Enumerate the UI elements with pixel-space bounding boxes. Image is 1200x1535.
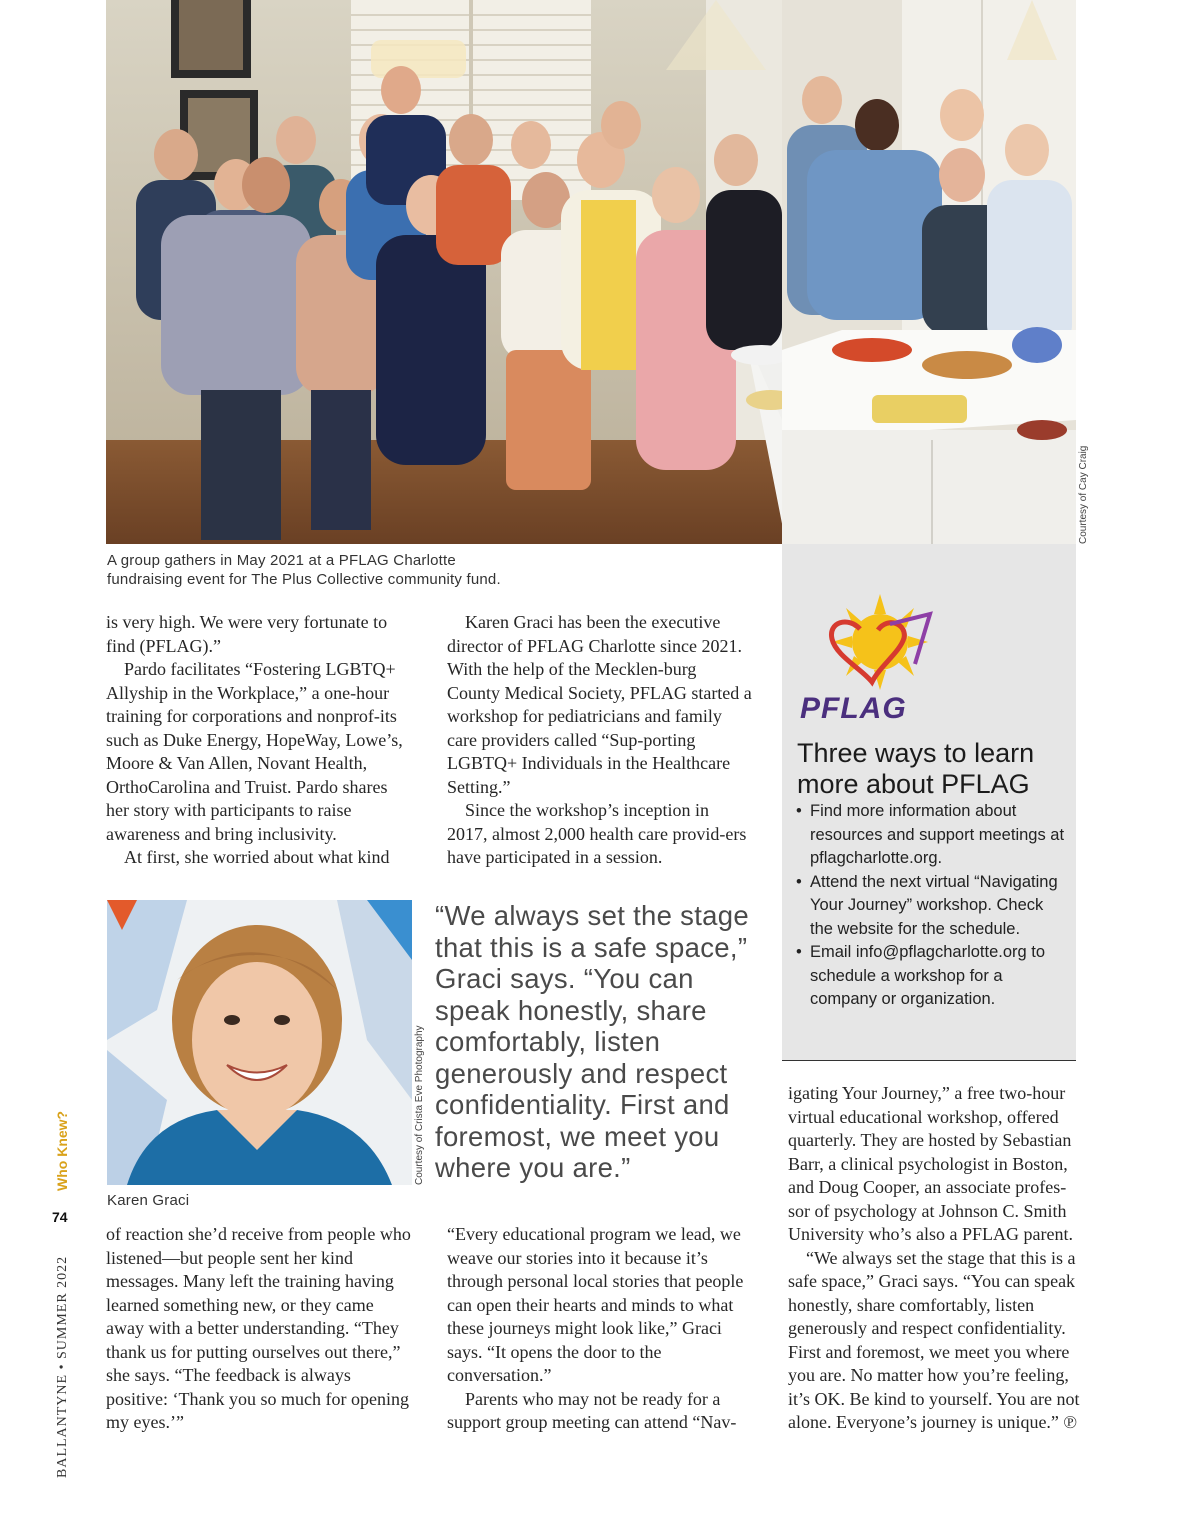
sidebar-list-item: • Attend the next virtual “Navigating Your Journey” workshop. Check the website for the schedule. (796, 871, 1068, 942)
photo-caption-line1: A group gathers in May 2021 at a PFLAG Charlotte (107, 552, 456, 569)
column-1-top (106, 611, 411, 870)
paragraph: is very high. We were very fortunate to find (PFLAG).” (106, 612, 388, 656)
column-2-bottom (447, 1223, 754, 1435)
group-photo-right-illustration (782, 0, 1076, 544)
paragraph: Parents who may not be ready for a support group meeting can attend “Nav- (447, 1388, 737, 1432)
photo-credit: Courtesy of Cay Craig (1078, 445, 1089, 544)
column-1-bottom (106, 1223, 413, 1435)
sidebar-list-item: • Find more information about resources and support meetings at pflagcharlotte.org. (796, 800, 1068, 871)
sidebar-box (782, 544, 1076, 1061)
column-3-bottom (788, 1082, 1088, 1435)
group-photo (106, 0, 782, 544)
pull-quote: “We always set the stage that this is a safe space,” Graci says. “You can speak honestly, share comfortably, listen generously and respect confidentiality. First and foremost, we meet you where you are.” (435, 900, 749, 1183)
group-photo-right (782, 0, 1076, 544)
karen-graci-portrait (107, 900, 412, 1185)
paragraph: Since the workshop’s inception in 2017, almost 2,000 health care provid-ers have participated in a session. (447, 800, 747, 867)
portrait-caption: Karen Graci (107, 1192, 190, 1209)
pflag-logo (800, 594, 950, 729)
group-photo-illustration (106, 0, 782, 544)
paragraph: Pardo facilitates “Fostering LGBTQ+ Allyship in the Workplace,” a one-hour training for corporations and nonprof-its such as Duke Energy, HopeWay, Lowe’s, Moore & Van Allen, Novant Health, OrthoCarolina and Truist. Pardo shares her story with participants to raise awareness and bring inclusivity. (106, 659, 403, 844)
paragraph: Karen Graci has been the executive director of PFLAG Charlotte since 2021. With the help of the Mecklen-burg County Medical Society, PFLAG started a workshop for pediatricians and family care providers called “Sup-porting LGBTQ+ Individuals in the Healthcare Setting.” (447, 612, 752, 797)
portrait-credit: Courtesy of Crista Eve Photography (414, 1025, 425, 1185)
pflag-logo-text: PFLAG (800, 692, 907, 725)
paragraph: of reaction she’d receive from people who listened—but people sent her kind messages. Many left the training having learned something new, or they came away with a better understanding. “They thank us for putting ourselves out there,” she says. “The feedback is always positive: ‘Thank you so much for opening my eyes.’” (106, 1224, 411, 1432)
publication-footer: BALLANTYNE • SUMMER 2022 (55, 1255, 70, 1478)
page-number: 74 (52, 1209, 68, 1225)
sidebar-title-line2: more about PFLAG (797, 769, 1030, 799)
paragraph: “We always set the stage that this is a safe space,” Graci says. “You can speak honestly, share comfortably, listen generously and respect confidentiality. First and foremost, we meet you where you are. No matter how you’re feeling, it’s OK. Be kind to yourself. You are not alone. Everyone’s journey is unique.” ℗ (788, 1247, 1080, 1432)
photo-caption-line2: fundraising event for The Plus Collective community fund. (107, 571, 501, 588)
photo-caption (107, 551, 707, 589)
paragraph: igating Your Journey,” a free two-hour virtual educational workshop, offered quarterly. They are hosted by Sebastian Barr, a clinical psychologist in Boston, and Doug Cooper, an associate profes-sor of psychology at Johnson C. Smith University who’s also a PFLAG parent. (788, 1083, 1073, 1244)
paragraph: At first, she worried about what kind (124, 847, 390, 867)
sidebar-list (796, 800, 1068, 1012)
sidebar-title (797, 738, 1072, 800)
sidebar-title-line1: Three ways to learn (797, 738, 1035, 768)
portrait-illustration (107, 900, 412, 1185)
column-2-top (447, 611, 752, 870)
paragraph: “Every educational program we lead, we weave our stories into it because it’s through personal local stories that people can open their hearts and minds to what these journeys might look like,” Graci says. “It opens the door to the conversation.” (447, 1224, 744, 1385)
sidebar-list-item: • Email info@pflagcharlotte.org to schedule a workshop for a company or organization. (796, 941, 1068, 1012)
section-tag: Who Knew? (54, 1110, 70, 1191)
